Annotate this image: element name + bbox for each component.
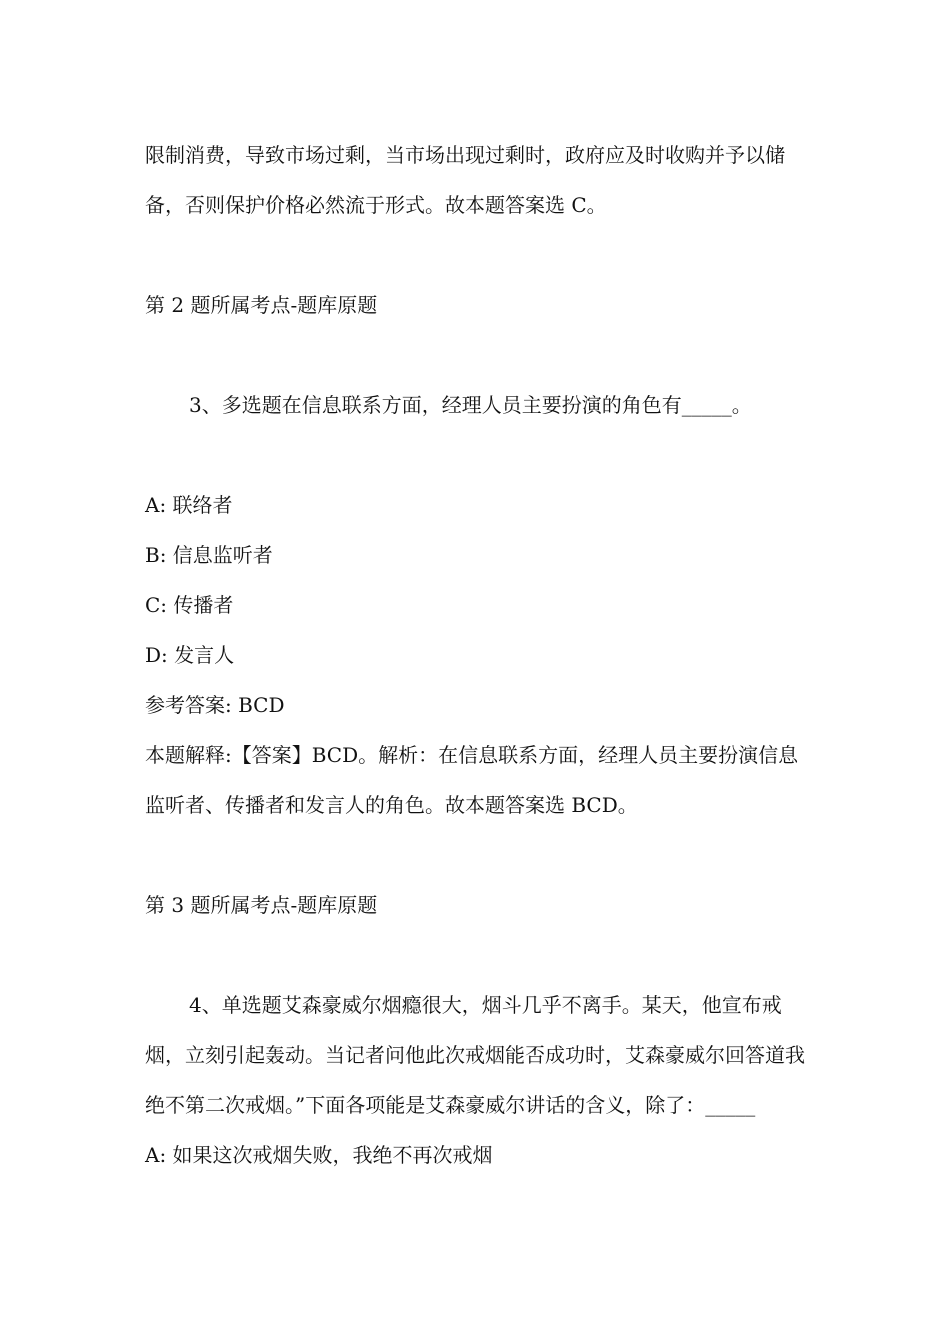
question-4-option-a: A: 如果这次戒烟失败，我绝不再次戒烟: [145, 1143, 493, 1167]
spacer: [145, 430, 810, 480]
question-3-explanation: 本题解释:【答案】BCD。解析：在信息联系方面，经理人员主要扮演信息监听者、传播者和发言人的角色。故本题答案选 BCD。: [145, 743, 799, 817]
question-3-answer: 参考答案: BCD: [145, 693, 285, 717]
document-body: [145, 130, 810, 1180]
question-3-stem: 3、多选题在信息联系方面，经理人员主要扮演的角色有_____。: [189, 393, 752, 417]
question-4-stem: 4、单选题艾森豪威尔烟瘾很大，烟斗几乎不离手。某天，他宣布戒烟，立刻引起轰动。当记者问他此次戒烟能否成功时，艾森豪威尔回答道我绝不第二次戒烟。”下面各项能是艾森豪威尔讲话的含义，除了：_____: [145, 993, 805, 1117]
question-3-option-b: B: 信息监听者: [145, 543, 273, 567]
section-heading-2: 第 2 题所属考点-题库原题: [145, 293, 378, 317]
spacer: [145, 230, 810, 280]
question-3-option-a: A: 联络者: [145, 493, 233, 517]
question-3-option-c: C: 传播者: [145, 593, 234, 617]
spacer: [145, 330, 810, 380]
section-heading-3: 第 3 题所属考点-题库原题: [145, 893, 378, 917]
question-3-option-d: D: 发言人: [145, 643, 235, 667]
spacer: [145, 930, 810, 980]
spacer: [145, 830, 810, 880]
paragraph-continuation: 限制消费，导致市场过剩，当市场出现过剩时，政府应及时收购并予以储备，否则保护价格必然流于形式。故本题答案选 C。: [145, 143, 785, 217]
